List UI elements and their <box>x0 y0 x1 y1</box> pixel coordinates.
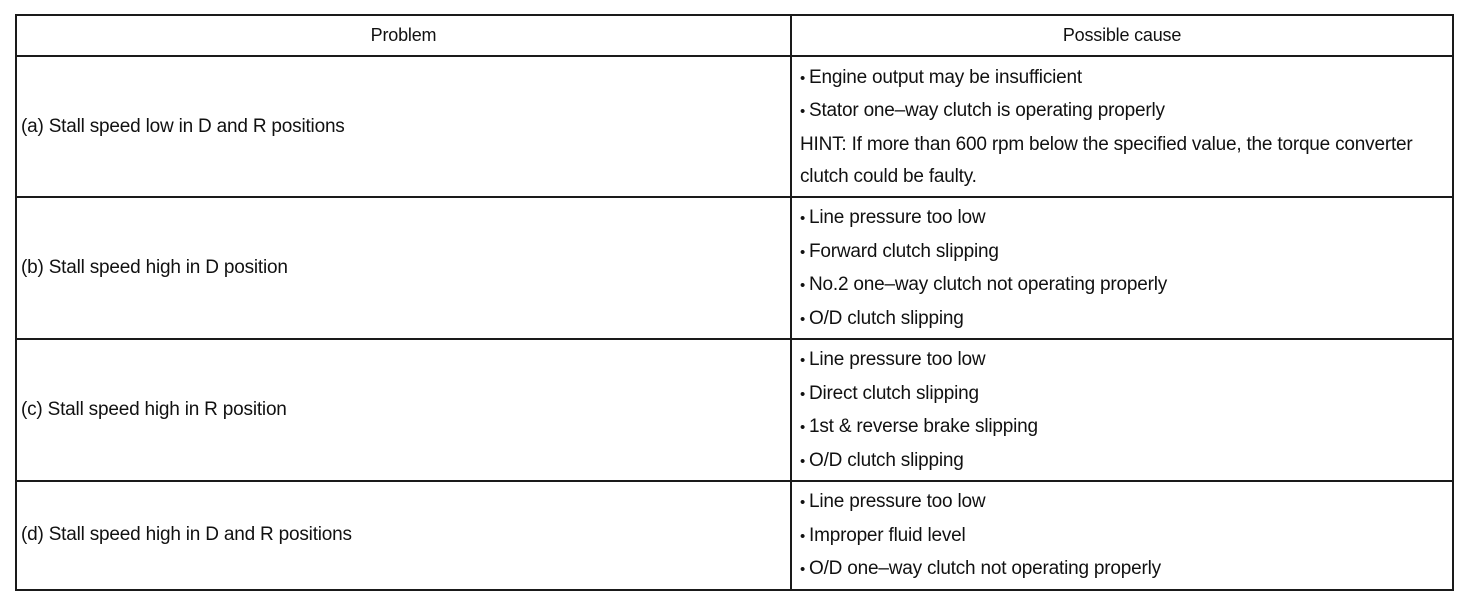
cause-item <box>800 520 1446 554</box>
table-row <box>16 481 1453 590</box>
bullet-icon: • <box>800 103 806 120</box>
cause-text: Line pressure too low <box>809 349 986 370</box>
cause-text: Direct clutch slipping <box>809 382 979 404</box>
cause-item <box>800 303 1446 337</box>
cause-item <box>800 95 1446 129</box>
bullet-icon: • <box>800 277 806 294</box>
cause-item <box>800 486 1446 520</box>
cause-text: Improper fluid level <box>809 524 966 546</box>
problem-cell: (c) Stall speed high in R position <box>16 339 791 481</box>
bullet-icon: • <box>800 385 806 403</box>
cause-item <box>800 378 1446 412</box>
table-row <box>16 339 1453 481</box>
cause-item <box>800 269 1446 303</box>
cause-item <box>800 445 1446 479</box>
hint-note: HINT: If more than 600 rpm below the specified value, the torque converter clutch could be faulty. <box>800 133 1413 187</box>
bullet-icon: • <box>800 452 806 470</box>
table-header-row <box>16 15 1453 56</box>
cause-text: O/D clutch slipping <box>809 449 964 471</box>
cause-item <box>800 553 1446 587</box>
header-possible-cause: Possible cause <box>791 15 1453 56</box>
cause-item <box>800 62 1446 96</box>
cause-text: Stator one–way clutch is operating properly <box>809 100 1165 121</box>
cause-text: O/D clutch slipping <box>809 307 964 329</box>
problem-cell: (b) Stall speed high in D position <box>16 197 791 339</box>
bullet-icon: • <box>800 243 806 261</box>
cause-item <box>800 411 1446 445</box>
header-problem: Problem <box>16 15 791 56</box>
cause-text: No.2 one–way clutch not operating properly <box>809 274 1168 295</box>
table-row <box>16 56 1453 197</box>
troubleshooting-table-container <box>15 14 1452 591</box>
cause-cell <box>791 56 1453 197</box>
bullet-icon: • <box>800 210 806 227</box>
bullet-icon: • <box>800 527 806 545</box>
problem-cell: (d) Stall speed high in D and R positions <box>16 481 791 590</box>
bullet-icon: • <box>800 494 806 511</box>
cause-text: Line pressure too low <box>809 491 986 512</box>
cause-item <box>800 344 1446 378</box>
troubleshooting-table <box>15 14 1454 591</box>
cause-item <box>800 202 1446 236</box>
table-row <box>16 197 1453 339</box>
bullet-icon: • <box>800 561 806 578</box>
cause-cell <box>791 339 1453 481</box>
cause-cell <box>791 481 1453 590</box>
cause-item <box>800 236 1446 270</box>
bullet-icon: • <box>800 419 806 436</box>
cause-cell <box>791 197 1453 339</box>
bullet-icon: • <box>800 352 806 369</box>
cause-text: Line pressure too low <box>809 207 986 228</box>
bullet-icon: • <box>800 69 806 87</box>
cause-text: O/D one–way clutch not operating properly <box>809 558 1161 579</box>
problem-cell: (a) Stall speed low in D and R positions <box>16 56 791 197</box>
bullet-icon: • <box>800 310 806 328</box>
cause-text: Engine output may be insufficient <box>809 66 1082 88</box>
cause-text: 1st & reverse brake slipping <box>809 416 1038 437</box>
cause-text: Forward clutch slipping <box>809 240 999 262</box>
